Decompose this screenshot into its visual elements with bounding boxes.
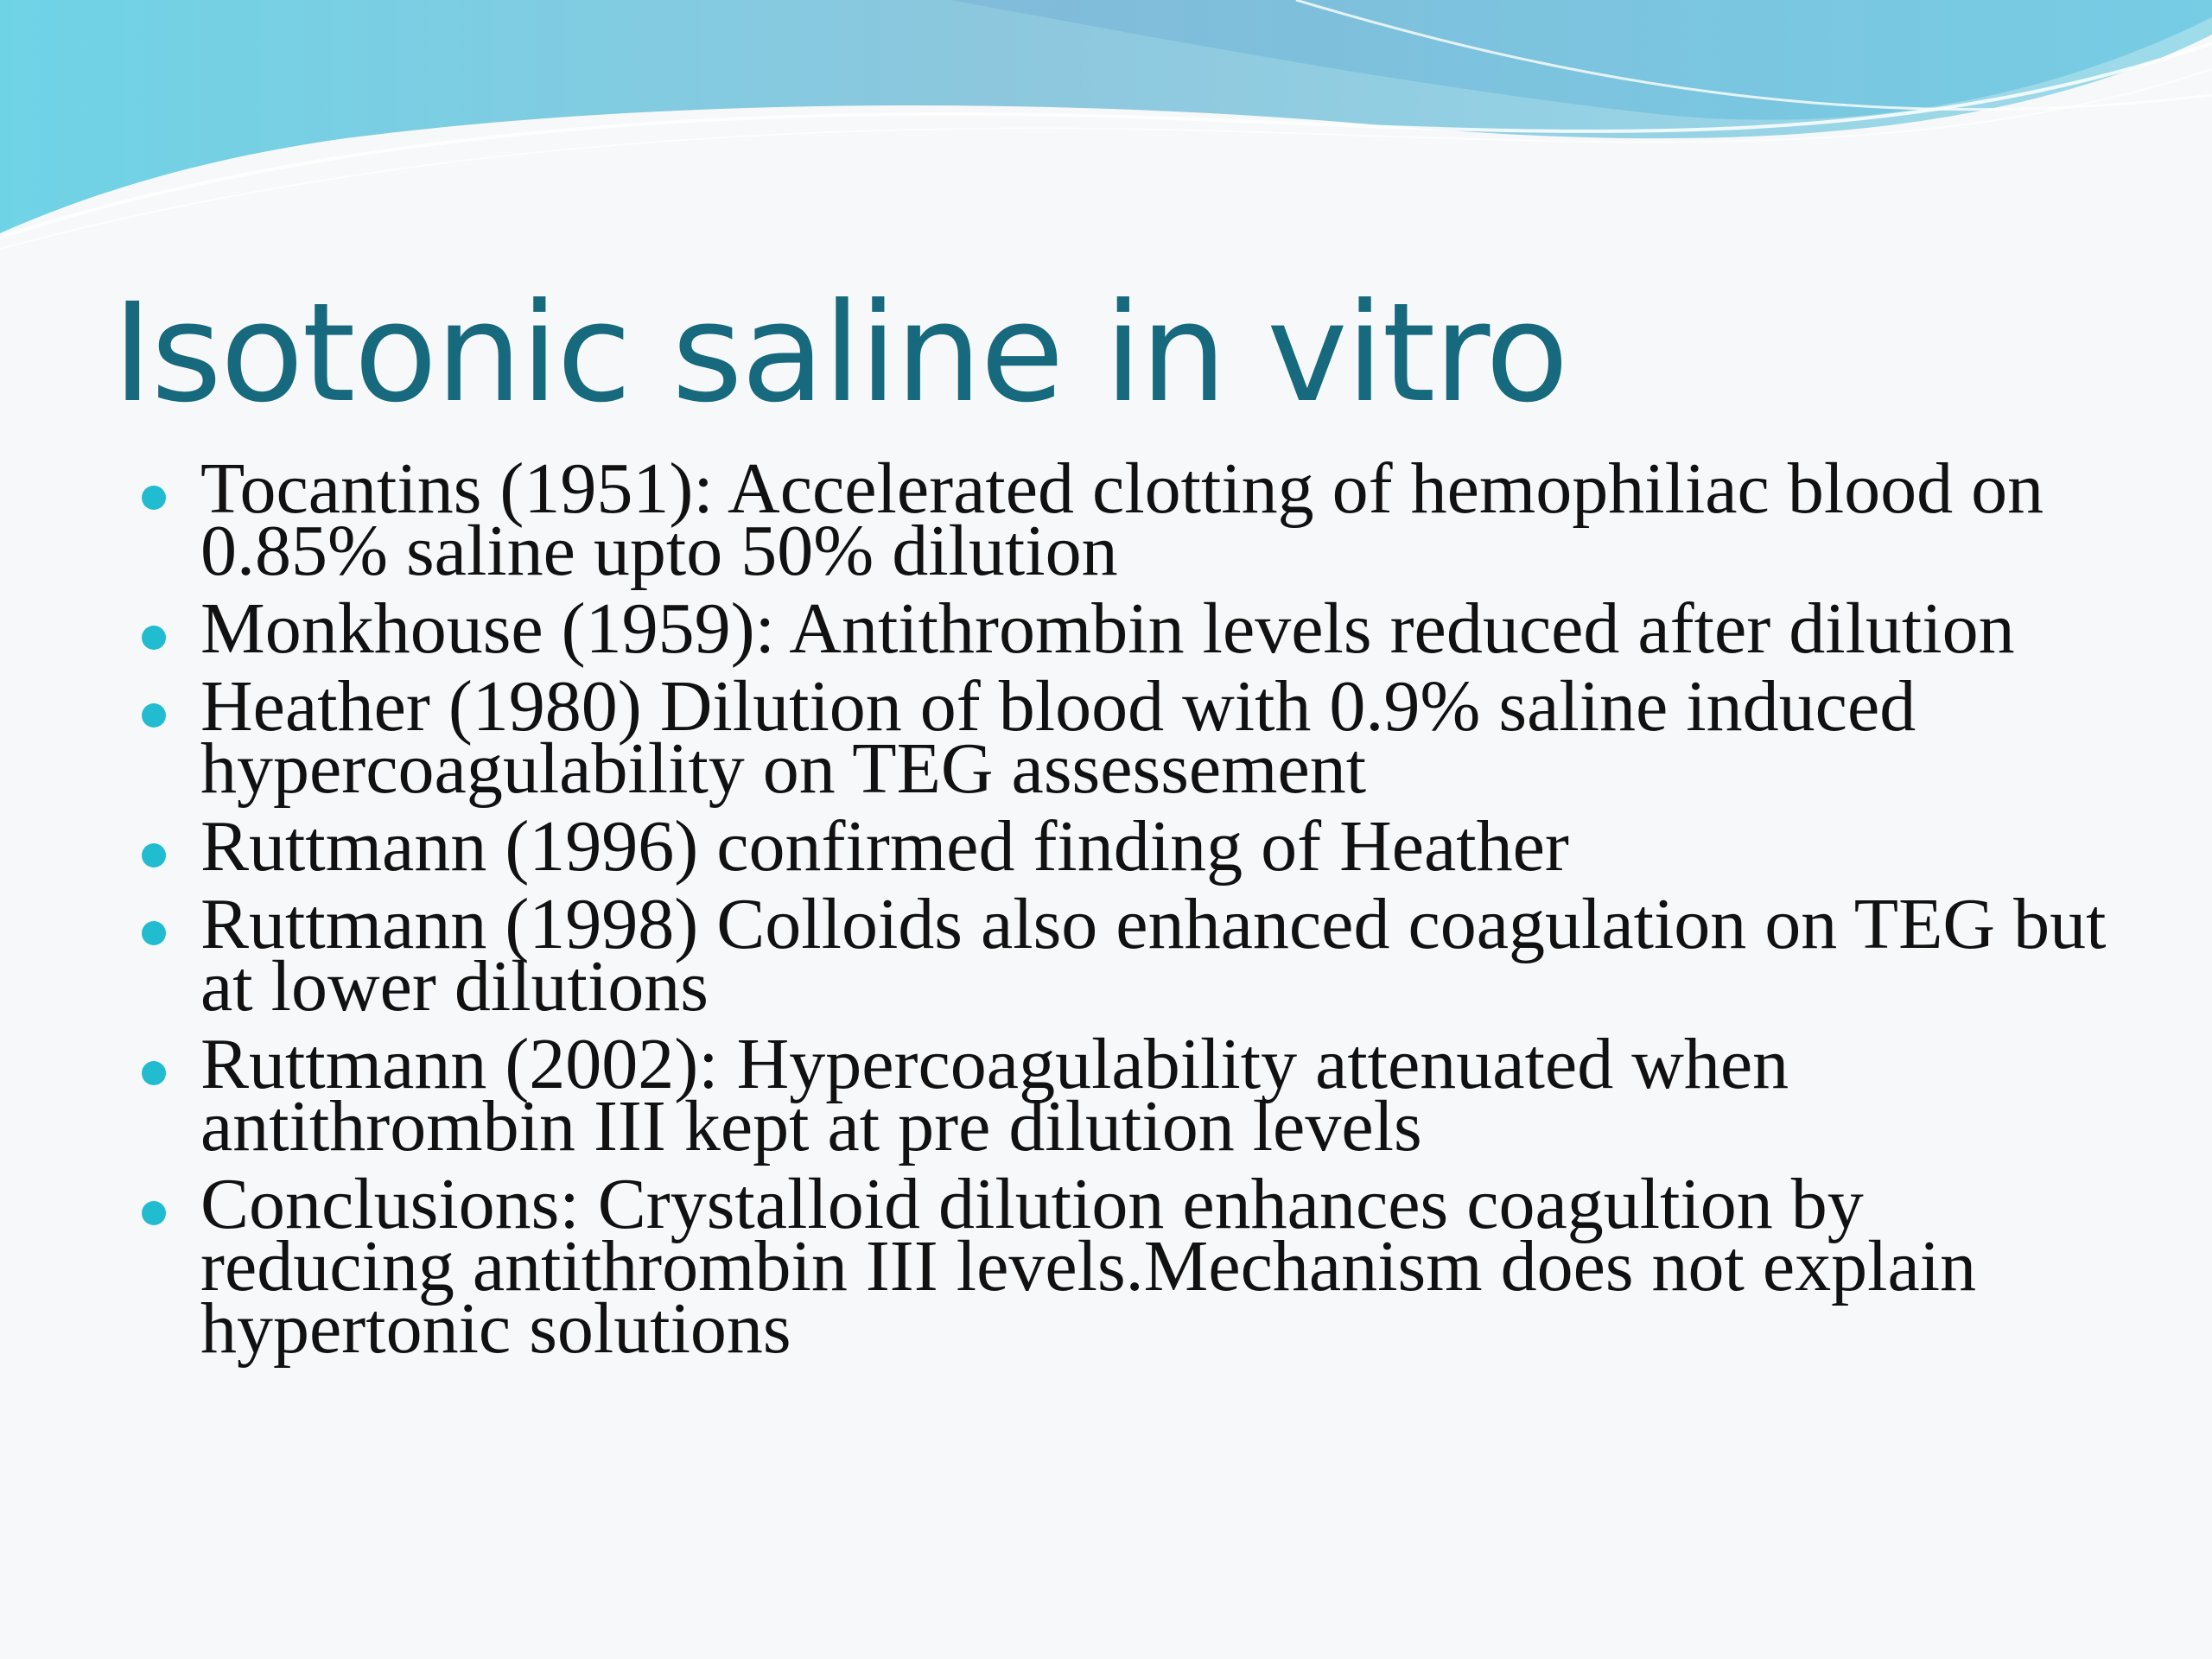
- bullet-item: [138, 448, 2126, 591]
- bullet-text: Ruttmann (1996) confirmed finding of Heather: [200, 806, 1569, 887]
- bullet-item: [138, 588, 2126, 669]
- bullet-text: Tocantins (1951): Accelerated clotting of hemophiliac blood on 0.85% saline upto 50% dilution: [200, 448, 2044, 591]
- bullet-dot-icon: [142, 626, 166, 650]
- bullet-dot-icon: [142, 703, 166, 728]
- bullet-text: Conclusions: Crystalloid dilution enhances coagultion by reducing antithrombin III levels.Mechanism does not explain hypertonic solutions: [200, 1164, 1977, 1369]
- bullet-item: [138, 1164, 2126, 1369]
- bullet-dot-icon: [142, 1201, 166, 1225]
- bullet-text: Monkhouse (1959): Antithrombin levels reduced after dilution: [200, 588, 2015, 669]
- bullet-dot-icon: [142, 921, 166, 945]
- bullet-text: Heather (1980) Dilution of blood with 0.9% saline induced hypercoagulability on TEG assessement: [200, 666, 1916, 809]
- bullet-text: Ruttmann (1998) Colloids also enhanced coagulation on TEG but at lower dilutions: [200, 884, 2107, 1027]
- bullet-dot-icon: [142, 486, 166, 510]
- bullet-text: Ruttmann (2002): Hypercoagulability attenuated when antithrombin III kept at pre dilution levels: [200, 1024, 1789, 1166]
- header-wave-decoration: [0, 0, 2212, 276]
- bullet-item: [138, 1024, 2126, 1166]
- bullet-dot-icon: [142, 1061, 166, 1085]
- bullet-item: [138, 806, 2126, 887]
- bullet-item: [138, 884, 2126, 1027]
- bullet-dot-icon: [142, 843, 166, 868]
- bullet-list: [138, 448, 2126, 1376]
- slide-title: Isotonic saline in vitro: [112, 274, 1567, 433]
- bullet-item: [138, 666, 2126, 809]
